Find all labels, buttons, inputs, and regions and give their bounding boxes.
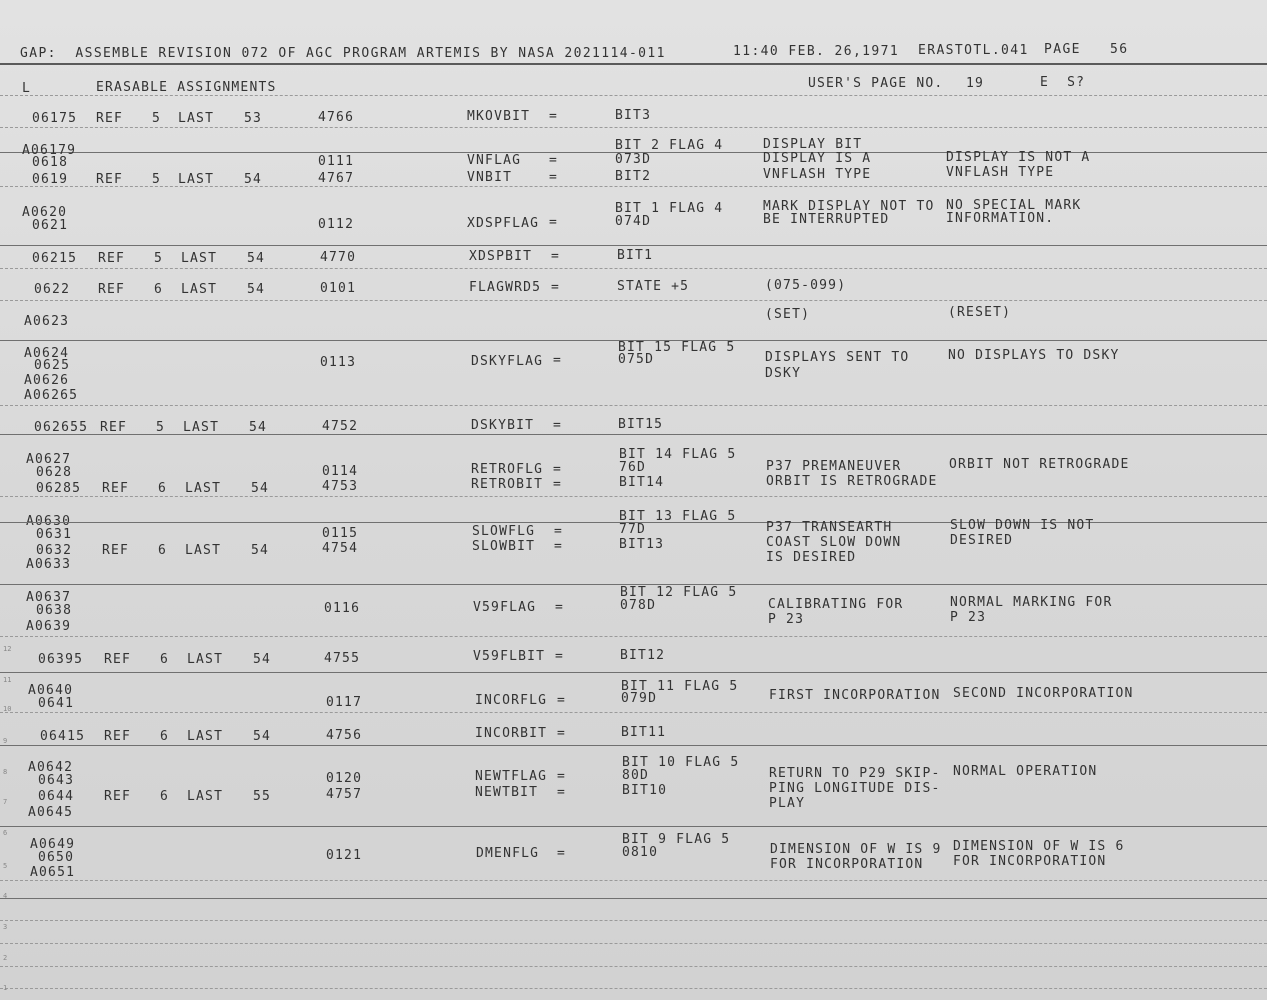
equals: = [551, 280, 561, 295]
last: LAST [178, 172, 215, 187]
definition: 073D [615, 152, 652, 167]
last: LAST [187, 652, 224, 667]
ref: REF [96, 111, 124, 126]
symbol: DSKYBIT [471, 418, 535, 433]
last-num: 54 [253, 652, 272, 667]
definition: BIT 2 FLAG 4 [615, 138, 724, 153]
comment-reset: DESIRED [950, 533, 1014, 548]
margin-mark: 8 [3, 768, 8, 776]
definition: BIT3 [615, 108, 652, 123]
ref: REF [98, 251, 126, 266]
value: 0115 [322, 526, 359, 541]
equals: = [554, 539, 564, 554]
definition: BIT13 [619, 537, 665, 552]
dash-line [0, 636, 1267, 637]
addr: 0631 [36, 527, 73, 542]
ref: REF [104, 652, 132, 667]
addr: A0633 [26, 557, 72, 572]
value: 0114 [322, 464, 359, 479]
comment-reset: SLOW DOWN IS NOT [950, 518, 1095, 533]
rule-line [0, 672, 1267, 673]
margin-mark: 12 [3, 645, 12, 653]
value: 0121 [326, 848, 363, 863]
margin-mark: 1 [3, 984, 8, 992]
dash-line [0, 405, 1267, 406]
header-extra: E S? [1040, 75, 1086, 90]
symbol: SLOWFLG [472, 524, 536, 539]
equals: = [557, 846, 567, 861]
comment-reset: NORMAL MARKING FOR [950, 595, 1113, 610]
definition: BIT 15 FLAG 5 [618, 340, 736, 355]
value: 4753 [322, 479, 359, 494]
margin-mark: 4 [3, 892, 8, 900]
rule-line [0, 745, 1267, 746]
ref-num: 6 [158, 543, 168, 558]
definition: BIT 14 FLAG 5 [619, 447, 737, 462]
ref: REF [104, 729, 132, 744]
addr: A0620 [22, 205, 68, 220]
addr: 06175 [32, 111, 78, 126]
comment-reset: (RESET) [948, 305, 1012, 320]
dash-line [0, 268, 1267, 269]
last: LAST [187, 729, 224, 744]
last-num: 54 [247, 282, 266, 297]
comment-set: FOR INCORPORATION [770, 857, 924, 872]
addr: 0628 [36, 465, 73, 480]
symbol: V59FLBIT [473, 649, 546, 664]
addr: A0627 [26, 452, 72, 467]
addr: A0651 [30, 865, 76, 880]
last: LAST [187, 789, 224, 804]
last-num: 54 [244, 172, 263, 187]
comment-set: DISPLAY BIT [763, 137, 863, 152]
comment-set: PING LONGITUDE DIS- [769, 781, 941, 796]
last: LAST [181, 282, 218, 297]
dash-line [0, 920, 1267, 921]
section-code: L [22, 81, 32, 96]
margin-mark: 6 [3, 829, 8, 837]
comment-set: P37 PREMANEUVER [766, 459, 902, 474]
header-time: 11:40 FEB. 26,1971 [733, 44, 900, 59]
symbol: RETROBIT [471, 477, 544, 492]
last-num: 54 [249, 420, 268, 435]
comment-reset: NO SPECIAL MARK [946, 198, 1082, 213]
value: 4770 [320, 250, 357, 265]
addr: A0630 [26, 514, 72, 529]
symbol: VNBIT [467, 170, 513, 185]
definition: 77D [619, 522, 647, 537]
addr: A06179 [22, 143, 77, 158]
equals: = [555, 649, 565, 664]
value: 0117 [326, 695, 363, 710]
definition: BIT 11 FLAG 5 [621, 679, 739, 694]
addr: A0623 [24, 314, 70, 329]
dash-line [0, 186, 1267, 187]
definition: STATE +5 [617, 279, 690, 294]
equals: = [549, 215, 559, 230]
comment-set: CALIBRATING FOR [768, 597, 904, 612]
last: LAST [185, 481, 222, 496]
symbol: RETROFLG [471, 462, 544, 477]
comment-reset: INFORMATION. [946, 211, 1055, 226]
ref: REF [102, 543, 130, 558]
symbol: MKOVBIT [467, 109, 531, 124]
value: 0101 [320, 281, 357, 296]
ref: REF [100, 420, 128, 435]
addr: A0624 [24, 346, 70, 361]
addr: 0638 [36, 603, 73, 618]
addr: 0641 [38, 696, 75, 711]
dash-line [0, 496, 1267, 497]
equals: = [553, 353, 563, 368]
equals: = [555, 600, 565, 615]
rule-line [0, 245, 1267, 246]
last: LAST [181, 251, 218, 266]
comment-reset: DISPLAY IS NOT A [946, 150, 1091, 165]
symbol: DSKYFLAG [471, 354, 544, 369]
comment-set: (075-099) [765, 278, 847, 293]
addr: 0644 [38, 789, 75, 804]
value: 0112 [318, 217, 355, 232]
value: 0116 [324, 601, 361, 616]
addr: 0625 [34, 358, 71, 373]
equals: = [553, 418, 563, 433]
equals: = [557, 769, 567, 784]
comment-set: P 23 [768, 612, 805, 627]
definition: 76D [619, 460, 647, 475]
symbol: INCORBIT [475, 726, 548, 741]
definition: BIT 10 FLAG 5 [622, 755, 740, 770]
value: 4755 [324, 651, 361, 666]
header-title: GAP: ASSEMBLE REVISION 072 OF AGC PROGRAM ARTEMIS BY NASA 2021114-011 [20, 46, 666, 61]
symbol: NEWTBIT [475, 785, 539, 800]
comment-set: MARK DISPLAY NOT TO [763, 199, 935, 214]
comment-set: ORBIT IS RETROGRADE [766, 474, 938, 489]
ref-num: 6 [160, 789, 170, 804]
addr: A0642 [28, 760, 74, 775]
comment-set: VNFLASH TYPE [763, 167, 872, 182]
comment-reset: SECOND INCORPORATION [953, 686, 1134, 701]
comment-set: IS DESIRED [766, 550, 857, 565]
addr: 06415 [40, 729, 86, 744]
last-num: 54 [251, 481, 270, 496]
comment-reset: NO DISPLAYS TO DSKY [948, 348, 1120, 363]
comment-reset: FOR INCORPORATION [953, 854, 1107, 869]
addr: A06265 [24, 388, 79, 403]
value: 0113 [320, 355, 357, 370]
header-page-number: 56 [1110, 42, 1129, 57]
rule-line [0, 898, 1267, 899]
symbol: DMENFLG [476, 846, 540, 861]
symbol: V59FLAG [473, 600, 537, 615]
last: LAST [178, 111, 215, 126]
symbol: XDSPBIT [469, 249, 533, 264]
comment-set: BE INTERRUPTED [763, 212, 890, 227]
equals: = [557, 693, 567, 708]
addr: 0622 [34, 282, 71, 297]
dash-line [0, 988, 1267, 989]
dash-line [0, 95, 1267, 96]
addr: 06285 [36, 481, 82, 496]
last: LAST [185, 543, 222, 558]
addr: A0637 [26, 590, 72, 605]
value: 4756 [326, 728, 363, 743]
symbol: XDSPFLAG [467, 216, 540, 231]
definition: 075D [618, 352, 655, 367]
value: 4766 [318, 110, 355, 125]
symbol: NEWTFLAG [475, 769, 548, 784]
definition: BIT11 [621, 725, 667, 740]
value: 4757 [326, 787, 363, 802]
dash-line [0, 127, 1267, 128]
addr: A0639 [26, 619, 72, 634]
addr: 0632 [36, 543, 73, 558]
equals: = [551, 249, 561, 264]
equals: = [553, 477, 563, 492]
rule-line [0, 826, 1267, 827]
margin-mark: 2 [3, 954, 8, 962]
ref-num: 6 [158, 481, 168, 496]
addr: A0626 [24, 373, 70, 388]
ref: REF [102, 481, 130, 496]
ref-num: 6 [160, 652, 170, 667]
comment-set: DSKY [765, 366, 802, 381]
definition: BIT15 [618, 417, 664, 432]
ref-num: 6 [154, 282, 164, 297]
definition: 074D [615, 214, 652, 229]
comment-reset: ORBIT NOT RETROGRADE [949, 457, 1130, 472]
ref: REF [96, 172, 124, 187]
margin-mark: 7 [3, 798, 8, 806]
equals: = [549, 153, 559, 168]
last-num: 54 [251, 543, 270, 558]
dash-line [0, 880, 1267, 881]
addr: 0619 [32, 172, 69, 187]
addr: 0618 [32, 155, 69, 170]
ref: REF [104, 789, 132, 804]
ref: REF [98, 282, 126, 297]
last-num: 55 [253, 789, 272, 804]
comment-reset: P 23 [950, 610, 987, 625]
comment-set: RETURN TO P29 SKIP- [769, 766, 941, 781]
definition: 078D [620, 598, 657, 613]
value: 0111 [318, 154, 355, 169]
dash-line [0, 966, 1267, 967]
addr: A0640 [28, 683, 74, 698]
value: 0120 [326, 771, 363, 786]
dash-line [0, 712, 1267, 713]
equals: = [553, 462, 563, 477]
definition: 079D [621, 691, 658, 706]
definition: 80D [622, 768, 650, 783]
comment-reset: NORMAL OPERATION [953, 764, 1098, 779]
value: 4752 [322, 419, 359, 434]
ref-num: 5 [152, 172, 162, 187]
definition: BIT12 [620, 648, 666, 663]
comment-set: PLAY [769, 796, 806, 811]
addr: 0650 [38, 850, 75, 865]
ref-num: 5 [154, 251, 164, 266]
addr: A0649 [30, 837, 76, 852]
dash-line [0, 300, 1267, 301]
symbol: VNFLAG [467, 153, 522, 168]
addr: 0643 [38, 773, 75, 788]
definition: BIT 12 FLAG 5 [620, 585, 738, 600]
dash-line [0, 943, 1267, 944]
comment-set: P37 TRANSEARTH [766, 520, 893, 535]
definition: BIT 13 FLAG 5 [619, 509, 737, 524]
last-num: 53 [244, 111, 263, 126]
addr: A0645 [28, 805, 74, 820]
equals: = [549, 109, 559, 124]
margin-mark: 5 [3, 862, 8, 870]
definition: BIT 9 FLAG 5 [622, 832, 731, 847]
comment-set: COAST SLOW DOWN [766, 535, 902, 550]
equals: = [549, 170, 559, 185]
equals: = [557, 726, 567, 741]
value: 4767 [318, 171, 355, 186]
comment-set: FIRST INCORPORATION [769, 688, 941, 703]
comment-set: DISPLAYS SENT TO [765, 350, 910, 365]
symbol: SLOWBIT [472, 539, 536, 554]
addr: 06395 [38, 652, 84, 667]
comment-set: DIMENSION OF W IS 9 [770, 842, 942, 857]
header-operator: ERASTOTL.041 [918, 43, 1029, 58]
equals: = [557, 785, 567, 800]
definition: BIT2 [615, 169, 652, 184]
header-page-label: PAGE [1044, 42, 1081, 57]
addr: 062655 [34, 420, 89, 435]
comment-reset: DIMENSION OF W IS 6 [953, 839, 1125, 854]
definition: 0810 [622, 845, 659, 860]
user-page-number: 19 [966, 76, 985, 91]
last-num: 54 [247, 251, 266, 266]
symbol: FLAGWRD5 [469, 280, 542, 295]
margin-mark: 3 [3, 923, 8, 931]
ref-num: 6 [160, 729, 170, 744]
definition: BIT 1 FLAG 4 [615, 201, 724, 216]
margin-mark: 9 [3, 737, 8, 745]
comment-reset: VNFLASH TYPE [946, 165, 1055, 180]
margin-mark: 10 [3, 705, 12, 713]
addr: 0621 [32, 218, 69, 233]
user-page-label: USER'S PAGE NO. [808, 76, 944, 91]
last-num: 54 [253, 729, 272, 744]
header-rule [0, 63, 1267, 65]
addr: 06215 [32, 251, 78, 266]
symbol: INCORFLG [475, 693, 548, 708]
equals: = [554, 524, 564, 539]
rule-line [0, 434, 1267, 435]
margin-mark: 11 [3, 676, 12, 684]
ref-num: 5 [156, 420, 166, 435]
definition: BIT1 [617, 248, 654, 263]
definition: BIT10 [622, 783, 668, 798]
comment-set: DISPLAY IS A [763, 151, 872, 166]
comment-set: (SET) [765, 307, 811, 322]
last: LAST [183, 420, 220, 435]
value: 4754 [322, 541, 359, 556]
definition: BIT14 [619, 475, 665, 490]
section-title: ERASABLE ASSIGNMENTS [96, 80, 277, 95]
ref-num: 5 [152, 111, 162, 126]
